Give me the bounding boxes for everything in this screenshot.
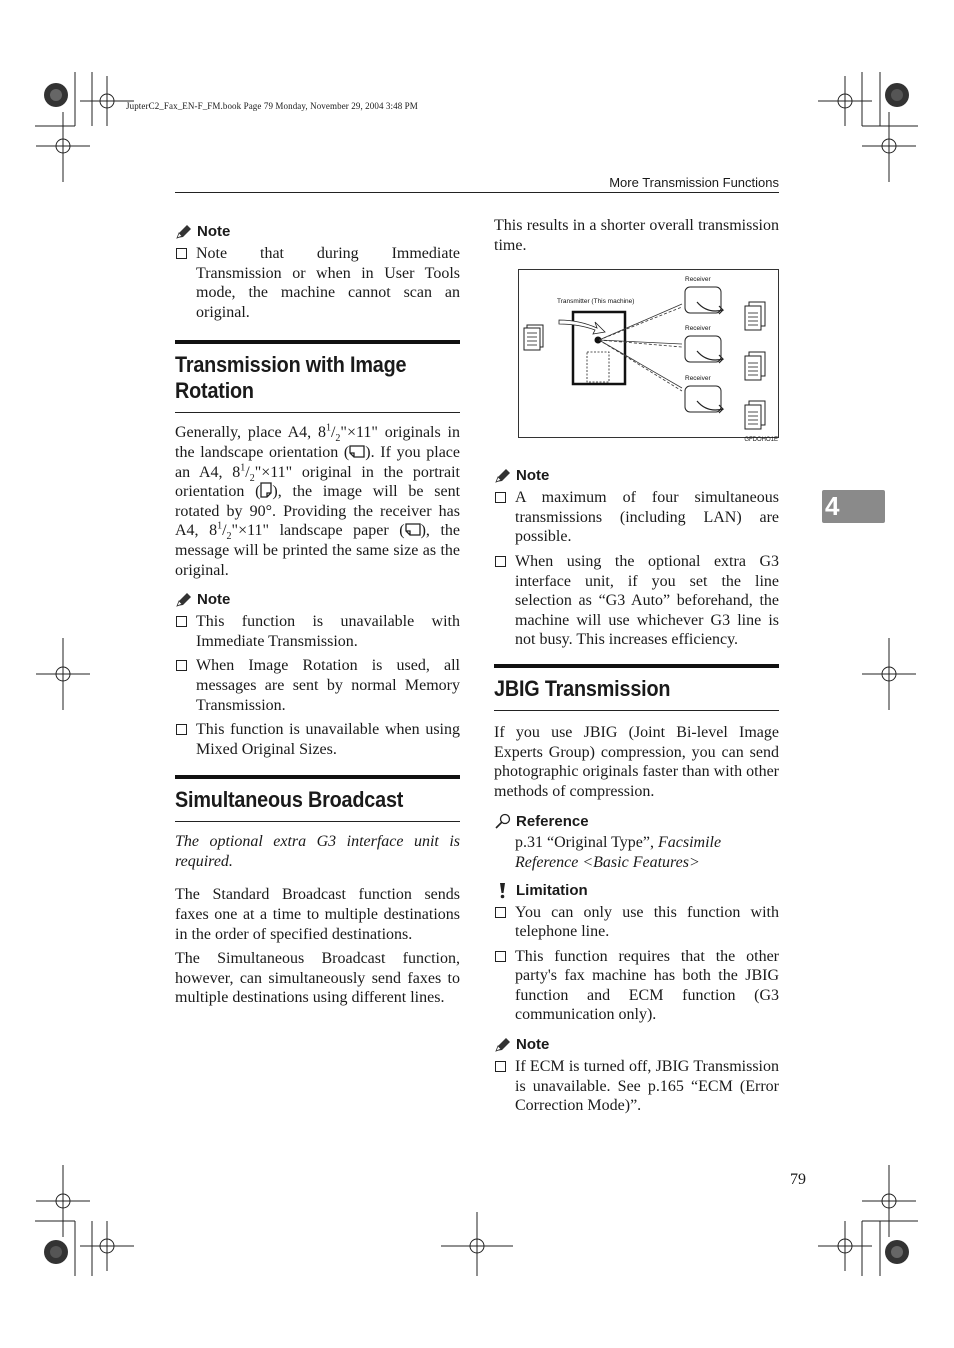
broadcast-diagram	[519, 270, 778, 437]
checkbox-icon	[495, 1061, 506, 1072]
section-paragraph: Generally, place A4, $8^1/_2"\times 11$" originals in the landscape orientation ( ). If you place an A4, $8^1/_2"\times 11$" original in the portrait orientation ( ), the image will be sent rotated by 90°. Providing the receiver has A4, $8^1/_2"\times 11$" landscape paper ( ), the message will be printed the same size as the original.	[175, 423, 461, 579]
note-list	[175, 612, 460, 759]
section-rule	[175, 821, 460, 822]
section-paragraph: The Simultaneous Broadcast function, however, can simultaneously send faxes to multiple destinations using different lines.	[175, 950, 460, 1007]
magnifier-icon	[494, 813, 512, 829]
exclamation-icon	[494, 883, 512, 899]
checkbox-icon	[176, 248, 187, 259]
section-paragraph: If you use JBIG (Joint Bi-level Image Experts Group) compression, you can send photographic originals faster than with other methods of compression.	[494, 723, 779, 800]
list-item: You can only use this function with telephone line.	[494, 903, 779, 942]
right-column	[494, 216, 779, 1122]
pencil-icon	[175, 592, 193, 608]
section-rule	[175, 412, 460, 413]
section-title: Simultaneous Broadcast	[175, 787, 404, 813]
limitation-heading	[494, 881, 779, 901]
landscape-orientation-icon	[405, 523, 421, 536]
checkbox-icon	[176, 616, 187, 627]
list-item: This function requires that the other party's fax machine has both the JBIG function and ECM function (G3 communication only).	[494, 947, 779, 1025]
section-paragraph: The Standard Broadcast function sends faxes one at a time to multiple destinations in the order of specified destinations.	[175, 886, 460, 943]
transmitter-label: Transmitter (This machine)	[557, 298, 635, 306]
note-label: Note	[516, 467, 550, 485]
checkbox-icon	[495, 492, 506, 503]
header-rule	[175, 192, 779, 193]
pencil-icon	[175, 224, 193, 240]
note-list	[494, 488, 779, 650]
list-item: A maximum of four simultaneous transmissions (including LAN) are possible.	[494, 488, 779, 547]
note-label: Note	[197, 223, 231, 241]
note-heading	[494, 1035, 779, 1055]
pencil-icon	[494, 468, 512, 484]
intro-paragraph: This results in a shorter overall transmission time.	[494, 217, 779, 254]
section-rule	[494, 710, 779, 711]
limitation-label: Limitation	[516, 881, 588, 899]
portrait-orientation-icon	[260, 482, 272, 498]
note-label: Note	[516, 1036, 550, 1054]
checkbox-icon	[495, 556, 506, 567]
checkbox-icon	[176, 660, 187, 671]
limitation-list	[494, 903, 779, 1026]
list-item: If ECM is turned off, JBIG Transmission is unavailable. See p.165 “ECM (Error Correction Mode)”.	[494, 1057, 779, 1116]
receiver-label: Receiver	[685, 325, 711, 333]
file-info-line: JupterC2_Fax_EN-F_FM.book Page 79 Monday, November 29, 2004 3:48 PM	[126, 101, 418, 111]
note-heading	[175, 590, 460, 610]
reference-heading	[494, 811, 779, 831]
note-list	[494, 1057, 779, 1116]
list-item: When using the optional extra G3 interface unit, if you set the line selection as “G3 Auto” beforehand, the machine will use whichever G3 line is not busy. This increases efficiency.	[494, 552, 779, 650]
section-title: JBIG Transmission	[494, 675, 671, 701]
requirement-note: The optional extra G3 interface unit is required.	[175, 833, 460, 870]
list-item: This function is unavailable when using Mixed Original Sizes.	[175, 720, 460, 759]
figure-code: GFDOHO1E	[744, 436, 778, 443]
section-image-rotation	[175, 340, 460, 580]
note-heading	[175, 222, 460, 242]
note-label: Note	[197, 591, 231, 609]
running-head: More Transmission Functions	[609, 175, 779, 190]
list-item: This function is unavailable with Immediate Transmission.	[175, 612, 460, 651]
receiver-label: Receiver	[685, 375, 711, 383]
page-number: 79	[790, 1171, 806, 1188]
receiver-label: Receiver	[685, 276, 711, 284]
landscape-orientation-icon	[349, 445, 365, 458]
pencil-icon	[494, 1037, 512, 1053]
list-item: Note that during Immediate Transmission or when in User Tools mode, the machine cannot scan an original.	[175, 244, 460, 322]
section-title: Transmission with Image Rotation	[175, 352, 407, 404]
checkbox-icon	[495, 907, 506, 918]
section-jbig	[494, 664, 779, 801]
list-item: When Image Rotation is used, all messages are sent by normal Memory Transmission.	[175, 656, 460, 715]
section-simultaneous-broadcast	[175, 775, 460, 1008]
broadcast-figure	[518, 269, 779, 443]
checkbox-icon	[495, 951, 506, 962]
note-heading	[494, 466, 779, 486]
chapter-tab: 4	[822, 490, 885, 523]
checkbox-icon	[176, 724, 187, 735]
note-list	[175, 244, 460, 322]
reference-label: Reference	[516, 812, 589, 830]
left-column	[175, 222, 460, 1013]
reference-text: p.31 “Original Type”, Facsimile Reference <Basic Features>	[515, 834, 722, 871]
